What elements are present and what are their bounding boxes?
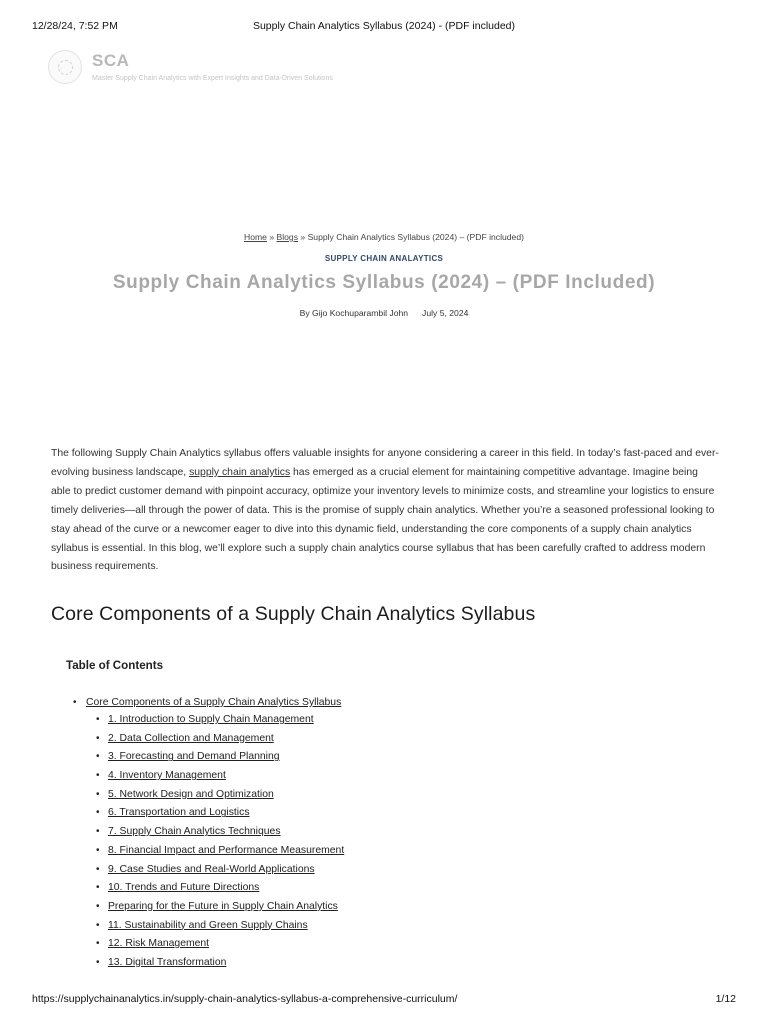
breadcrumb-separator: » [266, 232, 277, 242]
toc-title: Table of Contents [66, 659, 164, 672]
post-title: Supply Chain Analytics Syllabus (2024) – (PDF Included) [112, 272, 656, 293]
toc-item [96, 711, 492, 730]
toc-link-core-components[interactable]: Core Components of a Supply Chain Analytics Syllabus [86, 697, 342, 708]
toc-link[interactable]: 5. Network Design and Optimization [108, 788, 274, 800]
toc-link[interactable]: 11. Sustainability and Green Supply Chains [108, 919, 308, 931]
site-logo-icon[interactable] [48, 50, 82, 84]
toc-item [96, 954, 492, 973]
post-category [0, 254, 768, 263]
toc-link[interactable]: 3. Forecasting and Demand Planning [108, 751, 280, 763]
toc-link[interactable]: 12. Risk Management [108, 938, 210, 950]
section-heading: Core Components of a Supply Chain Analytics Syllabus [51, 603, 536, 625]
toc-link[interactable]: 6. Transportation and Logistics [108, 807, 250, 819]
toc-item [72, 694, 492, 968]
breadcrumb-current: Supply Chain Analytics Syllabus (2024) – (PDF included) [307, 232, 524, 242]
toc-link[interactable]: Preparing for the Future in Supply Chain Analytics [108, 900, 338, 912]
toc-link[interactable]: 9. Case Studies and Real-World Applications [108, 863, 315, 875]
post-meta [0, 308, 768, 318]
toc-item [96, 935, 492, 954]
print-page-title: Supply Chain Analytics Syllabus (2024) - (PDF included) [252, 20, 516, 32]
site-tagline: Master Supply Chain Analytics with Expert Insights and Data-Driven Solutions [92, 75, 333, 82]
site-header [48, 48, 448, 88]
breadcrumb [0, 232, 768, 242]
toc-item [96, 842, 492, 861]
print-page-number: 1/12 [715, 993, 736, 1005]
toc-item [96, 767, 492, 786]
toc-item [96, 823, 492, 842]
toc-link[interactable]: 8. Financial Impact and Performance Measurement [108, 844, 345, 856]
table-of-contents [72, 694, 492, 968]
category-link[interactable]: SUPPLY CHAIN ANALAYTICS [324, 254, 444, 263]
toc-item [96, 730, 492, 749]
post-author: By Gijo Kochuparambil John [299, 308, 409, 318]
print-url: https://supplychainanalytics.in/supply-chain-analytics-syllabus-a-comprehensive-curriculum/ [32, 993, 458, 1005]
intro-paragraph [51, 445, 719, 577]
toc-link[interactable]: 1. Introduction to Supply Chain Management [108, 714, 314, 725]
toc-sublist [96, 711, 492, 973]
toc-item [96, 786, 492, 805]
print-footer [32, 993, 736, 1007]
toc-item [96, 879, 492, 898]
intro-text-start: The following Supply Chain Analytics syllabus offers valuable insights for anyone considering a career in this field. In today’s fast-paced and ever-evolving business landscape, [51, 448, 719, 478]
post-date: July 5, 2024 [422, 308, 469, 318]
toc-link[interactable]: 7. Supply Chain Analytics Techniques [108, 826, 281, 838]
toc-link[interactable]: 10. Trends and Future Directions [108, 882, 260, 894]
breadcrumb-blogs-link[interactable]: Blogs [276, 232, 299, 242]
print-datetime: 12/28/24, 7:52 PM [32, 20, 118, 32]
breadcrumb-separator: » [298, 232, 308, 242]
toc-link[interactable]: 4. Inventory Management [108, 770, 226, 782]
toc-item [96, 748, 492, 767]
toc-item [96, 917, 492, 936]
toc-item [96, 861, 492, 880]
site-name[interactable]: SCA [92, 51, 130, 70]
print-header [32, 20, 736, 34]
intro-text-end: has emerged as a crucial element for maintaining competitive advantage. Imagine being able to predict customer demand with pinpoint accuracy, optimize your inventory levels to minimize costs, and streamline your logistics to ensure timely deliveries—all through the power of data. This is the promise of supply chain analytics. Whether you’re a seasoned professional looking to stay ahead of the curve or a newcomer eager to dive into this dynamic field, understanding the core components of a supply chain analytics syllabus is essential. In this blog, we’ll explore such a supply chain analytics course syllabus that has been carefully crafted to address modern business requirements. [51, 466, 715, 573]
supply-chain-analytics-link[interactable]: supply chain analytics [189, 466, 291, 478]
toc-link[interactable]: 13. Digital Transformation [108, 956, 227, 968]
toc-item [96, 804, 492, 823]
toc-link[interactable]: 2. Data Collection and Management [108, 732, 274, 744]
toc-item [96, 898, 492, 917]
breadcrumb-home-link[interactable]: Home [244, 232, 267, 242]
